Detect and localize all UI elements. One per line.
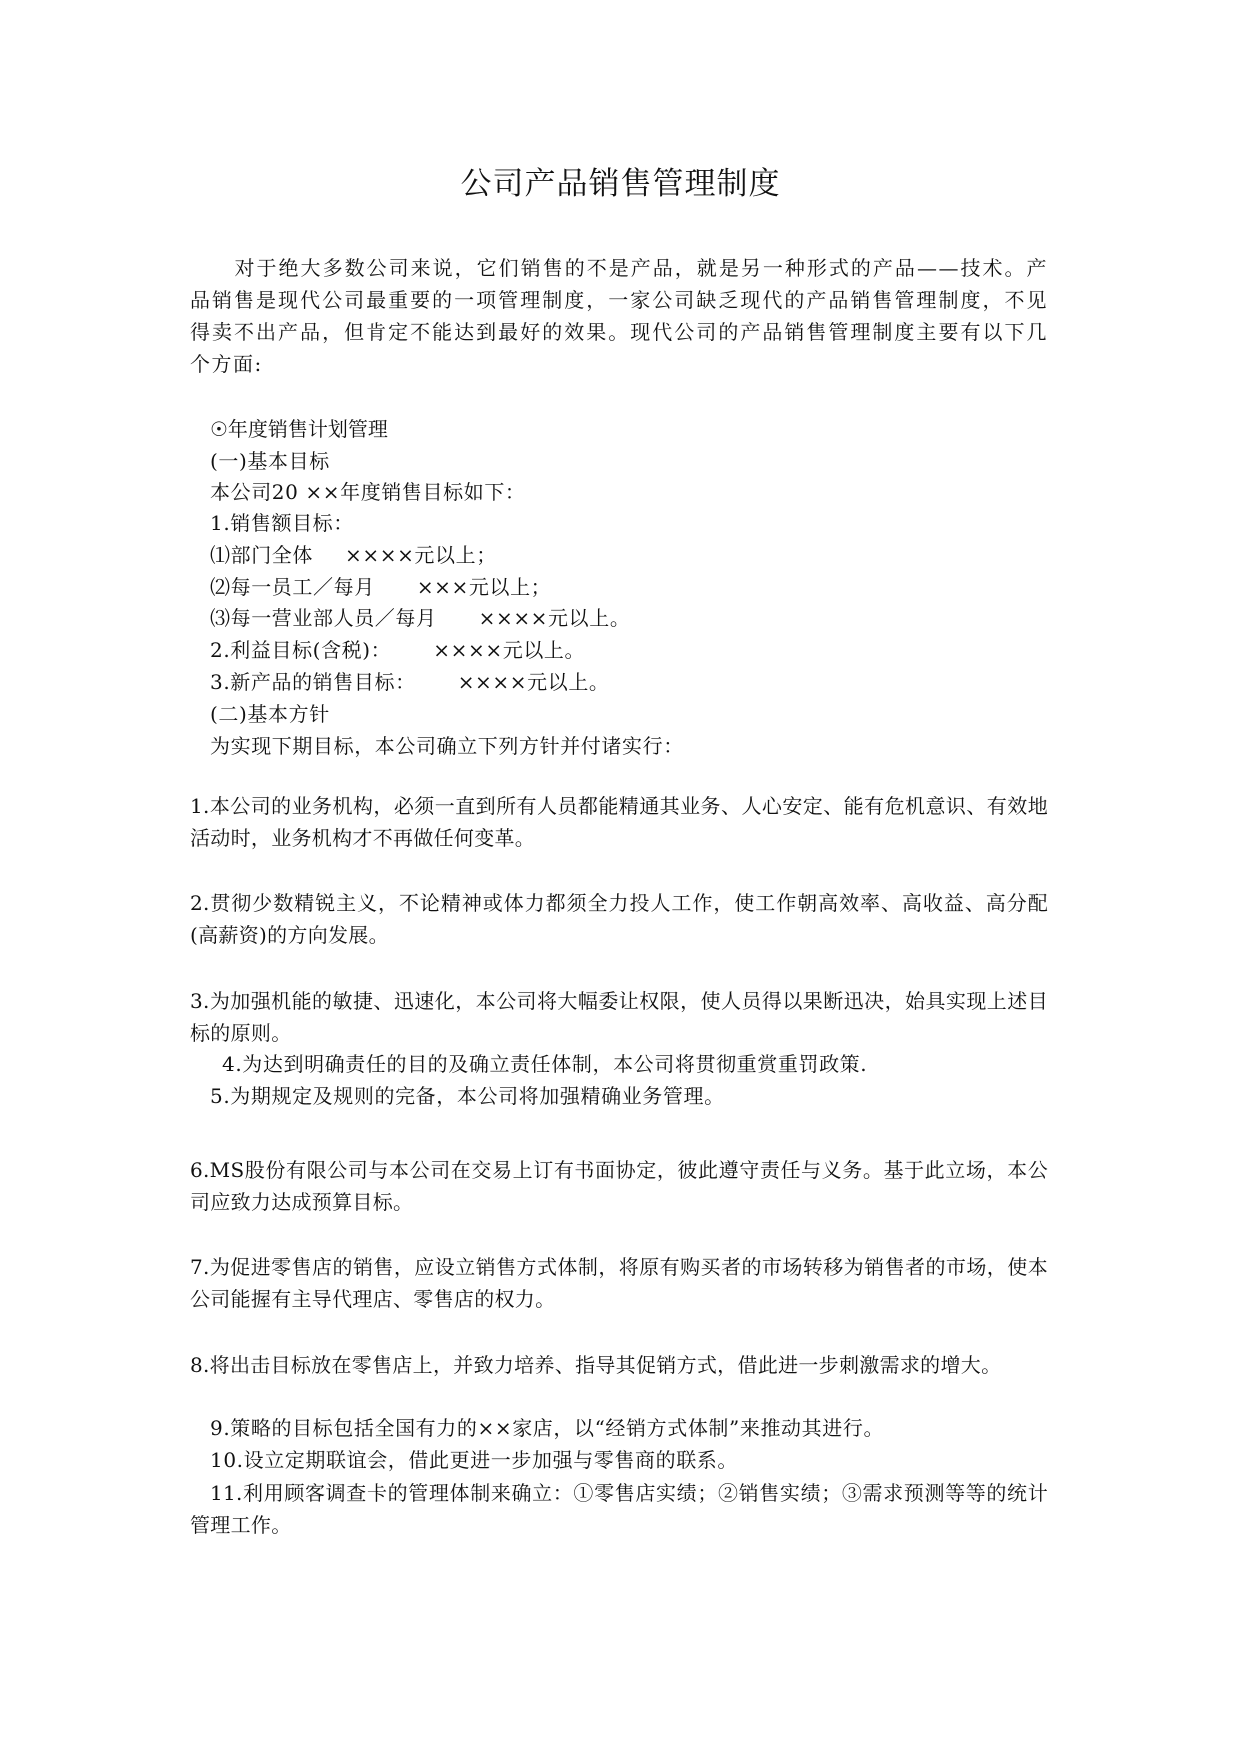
basic-goals-heading: (一)基本目标 [210,449,330,473]
basic-policy-heading: (二)基本方针 [210,702,330,726]
profit-target-value: ××××元以上。 [433,638,586,662]
basic-policy-lead: 为实现下期目标，本公司确立下列方针并付诸实行： [210,734,684,758]
new-product-target-value: ××××元以上。 [457,670,610,694]
policy-paragraph-8: 8.将出击目标放在零售店上，并致力培养、指导其促销方式，借此进一步刺激需求的增大。 [190,1353,1002,1377]
target-item-3-label: ⑶每一营业部人员／每月 [210,606,437,630]
policy-line-5: 5.为期规定及规则的完备，本公司将加强精确业务管理。 [210,1084,725,1108]
policy-paragraph-3: 3.为加强机能的敏捷、迅速化，本公司将大幅委让权限，使人员得以果断迅决，始具实现上述目标的原则。 [190,989,1048,1045]
annual-target-lead: 本公司20 ××年度销售目标如下： [210,480,526,504]
profit-target-label: 2.利益目标(含税)： [210,638,392,662]
target-item-2-label: ⑵每一员工／每月 [210,575,375,599]
sales-target-heading: 1.销售额目标： [210,511,354,535]
target-item-1-value: ××××元以上； [345,543,497,567]
policy-line-4: 4.为达到明确责任的目的及确立责任体制，本公司将贯彻重赏重罚政策. [222,1052,868,1076]
intro-paragraph [190,252,1048,380]
target-item-2 [210,572,551,602]
policy-paragraph-2: 2.贯彻少数精锐主义，不论精神或体力都须全力投人工作，使工作朝高效率、高收益、高分配(高薪资)的方向发展。 [190,891,1048,947]
target-item-1-label: ⑴部门全体 [210,543,313,567]
policy-paragraph-1: 1.本公司的业务机构，必须一直到所有人员都能精通其业务、人心安定、能有危机意识、有效地活动时，业务机构才不再做任何变革。 [190,794,1048,850]
new-product-target-label: 3.新产品的销售目标： [210,670,416,694]
target-item-1 [210,540,497,570]
section-heading: ☉年度销售计划管理 [210,417,388,441]
target-item-3-value: ××××元以上。 [478,606,631,630]
policy-line-10: 10.设立定期联谊会，借此更进一步加强与零售商的联系。 [210,1448,739,1472]
target-item-2-value: ×××元以上； [416,575,552,599]
target-item-3 [210,603,630,633]
policy-paragraph-7: 7.为促进零售店的销售，应设立销售方式体制，将原有购买者的市场转移为销售者的市场，使本公司能握有主导代理店、零售店的权力。 [190,1255,1048,1311]
policy-paragraph-11: 11.利用顾客调查卡的管理体制来确立：①零售店实绩；②销售实绩；③需求预测等等的统计管理工作。 [190,1481,1048,1537]
intro-text: 对于绝大多数公司来说，它们销售的不是产品，就是另一种形式的产品——技术。产品销售是现代公司最重要的一项管理制度，一家公司缺乏现代的产品销售管理制度，不见得卖不出产品，但肯定不能达到最好的效果。现代公司的产品销售管理制度主要有以下几个方面: [190,256,1048,376]
document-title: 公司产品销售管理制度 [460,166,781,202]
new-product-target [210,667,610,697]
policy-line-9: 9.策略的目标包括全国有力的××家店，以“经销方式体制”来推动其进行。 [210,1416,885,1440]
profit-target [210,635,585,665]
policy-paragraph-6: 6.MS股份有限公司与本公司在交易上订有书面协定，彼此遵守责任与义务。基于此立场，本公司应致力达成预算目标。 [190,1158,1048,1214]
